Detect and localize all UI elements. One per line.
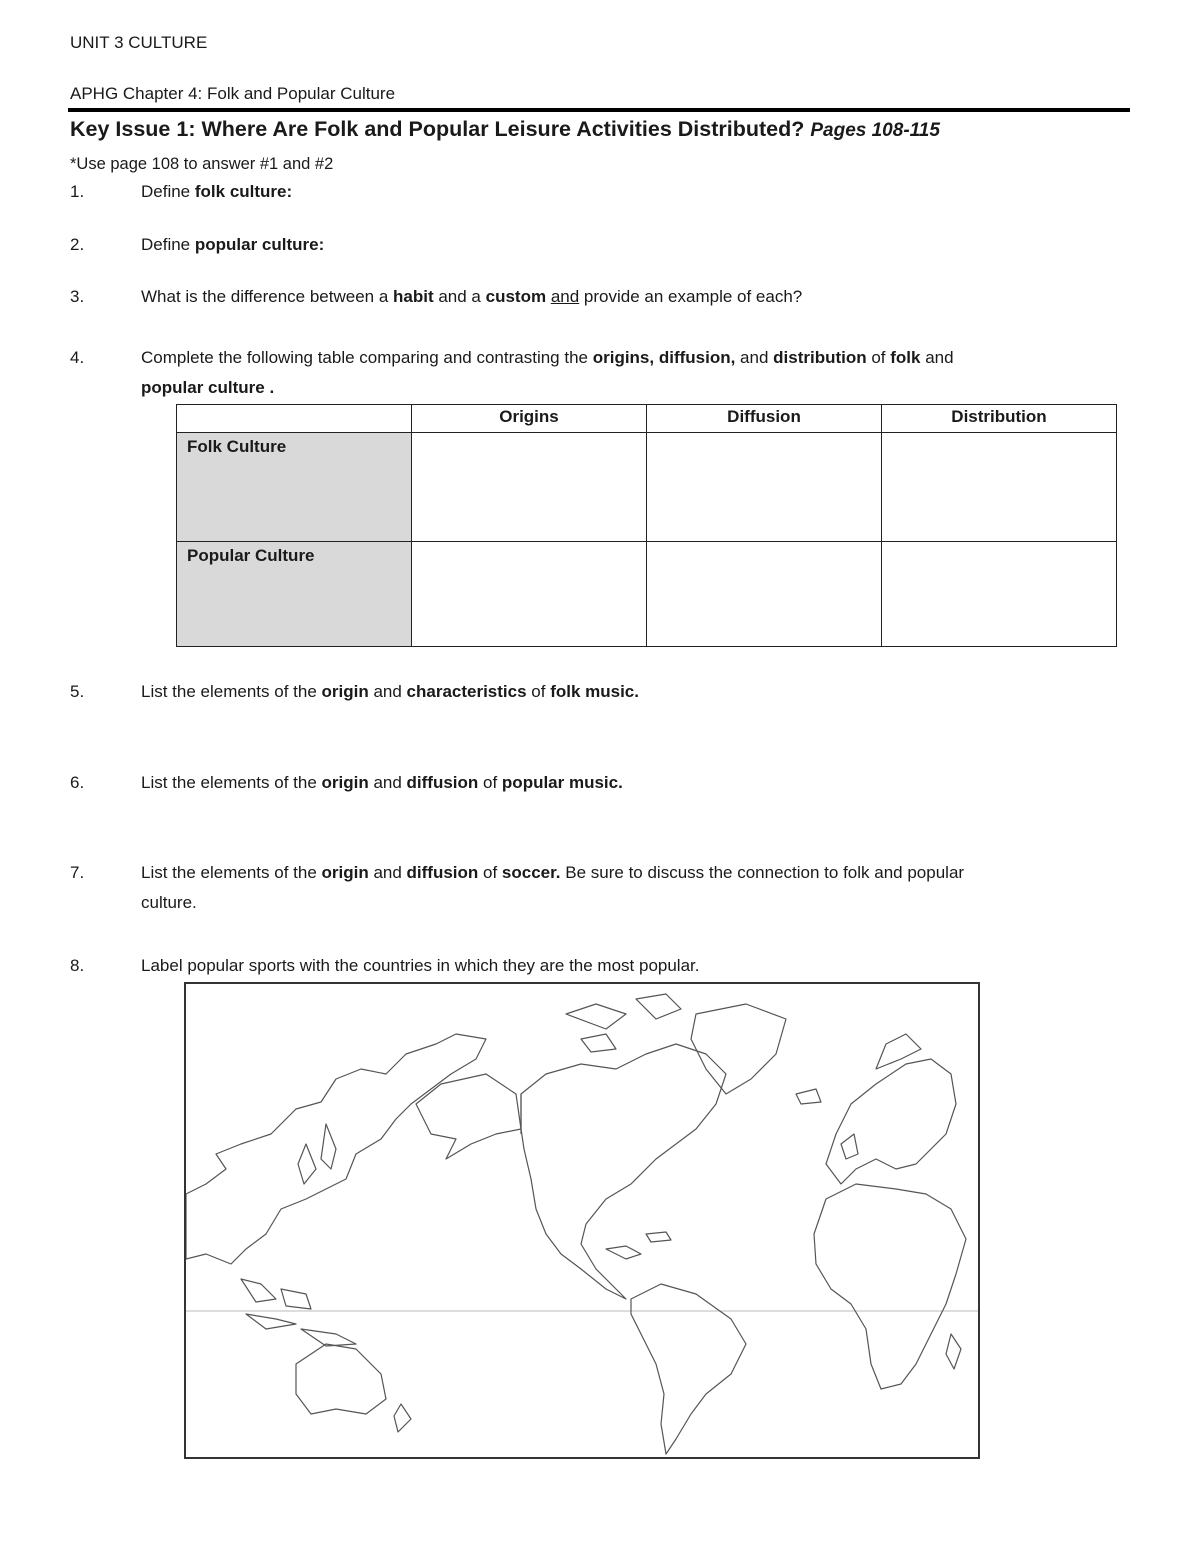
question-term: soccer.	[501, 863, 561, 882]
table-row	[177, 433, 1117, 542]
answer-cell[interactable]	[412, 433, 647, 542]
question-term: origins, diffusion,	[592, 348, 736, 367]
question-text: List the elements of the	[141, 863, 322, 882]
question-term: origin	[321, 863, 369, 882]
question-term: diffusion	[406, 863, 479, 882]
question-text: and	[925, 348, 954, 367]
question-number: 7.	[70, 863, 85, 882]
question-text: and	[368, 863, 407, 882]
chapter-title: APHG Chapter 4: Folk and Popular Culture	[70, 84, 396, 103]
world-map-outline-icon	[186, 984, 978, 1457]
question-term: folk	[890, 348, 921, 367]
underlined-word: and	[550, 287, 580, 306]
question-8	[70, 951, 1130, 981]
answer-cell[interactable]	[882, 542, 1117, 647]
question-text: of	[526, 682, 551, 701]
question-term: distribution	[773, 348, 867, 367]
question-term: popular music.	[501, 773, 623, 792]
question-term: folk music.	[550, 682, 639, 701]
question-6	[70, 768, 1130, 798]
question-text: Be sure to discuss the connection to folk and popular	[560, 863, 965, 882]
comparison-table	[176, 404, 1117, 647]
question-number: 3.	[70, 287, 85, 306]
question-5	[70, 677, 1130, 707]
question-3	[70, 282, 1130, 312]
question-term: characteristics	[406, 682, 527, 701]
question-text: and	[735, 348, 774, 367]
question-number: 4.	[70, 348, 85, 367]
column-header: Distribution	[882, 405, 1117, 433]
question-text: of	[478, 773, 502, 792]
answer-cell[interactable]	[882, 433, 1117, 542]
table-header-row	[177, 405, 1117, 433]
question-term: custom	[485, 287, 547, 306]
heading-rule	[68, 108, 1130, 112]
question-4	[70, 343, 1130, 403]
question-term: popular culture:	[194, 235, 325, 254]
column-header: Origins	[412, 405, 647, 433]
question-1	[70, 177, 1130, 207]
question-text: Define	[141, 235, 195, 254]
answer-cell[interactable]	[647, 433, 882, 542]
question-term: habit	[393, 287, 434, 306]
key-issue-pages: Pages 108-115	[810, 120, 940, 141]
question-text: Define	[141, 182, 195, 201]
question-number: 1.	[70, 182, 85, 201]
question-text: of	[478, 863, 502, 882]
question-text: List the elements of the	[141, 773, 322, 792]
table-row	[177, 542, 1117, 647]
key-issue-heading	[70, 117, 940, 142]
question-7	[70, 858, 1130, 918]
unit-label: UNIT 3 CULTURE	[70, 33, 208, 52]
column-header: Diffusion	[647, 405, 882, 433]
question-text: .	[264, 378, 275, 397]
question-text: of	[866, 348, 891, 367]
question-text: What is the difference between a	[141, 287, 394, 306]
question-number: 8.	[70, 956, 85, 975]
question-2	[70, 230, 1130, 260]
question-term: diffusion	[406, 773, 479, 792]
question-term: origin	[321, 682, 369, 701]
key-issue-title: Key Issue 1: Where Are Folk and Popular Leisure Activities Distributed?	[70, 117, 805, 141]
question-term: origin	[321, 773, 369, 792]
instruction-note: *Use page 108 to answer #1 and #2	[70, 155, 334, 173]
question-number: 5.	[70, 682, 85, 701]
question-text: Complete the following table comparing and contrasting the	[141, 348, 593, 367]
answer-cell[interactable]	[647, 542, 882, 647]
question-text: and a	[433, 287, 486, 306]
question-text: and	[368, 682, 407, 701]
question-number: 6.	[70, 773, 85, 792]
question-text: Label popular sports with the countries in which they are the most popular.	[141, 956, 700, 975]
question-text: List the elements of the	[141, 682, 322, 701]
table-corner-cell	[177, 405, 412, 433]
answer-cell[interactable]	[412, 542, 647, 647]
question-text: culture.	[141, 893, 197, 912]
question-term: folk culture:	[194, 182, 293, 201]
question-text: provide an example of each?	[579, 287, 803, 306]
question-term: popular culture	[141, 378, 265, 397]
world-map	[184, 982, 980, 1459]
row-header: Popular Culture	[177, 542, 412, 647]
question-number: 2.	[70, 235, 85, 254]
question-text: and	[368, 773, 407, 792]
row-header: Folk Culture	[177, 433, 412, 542]
